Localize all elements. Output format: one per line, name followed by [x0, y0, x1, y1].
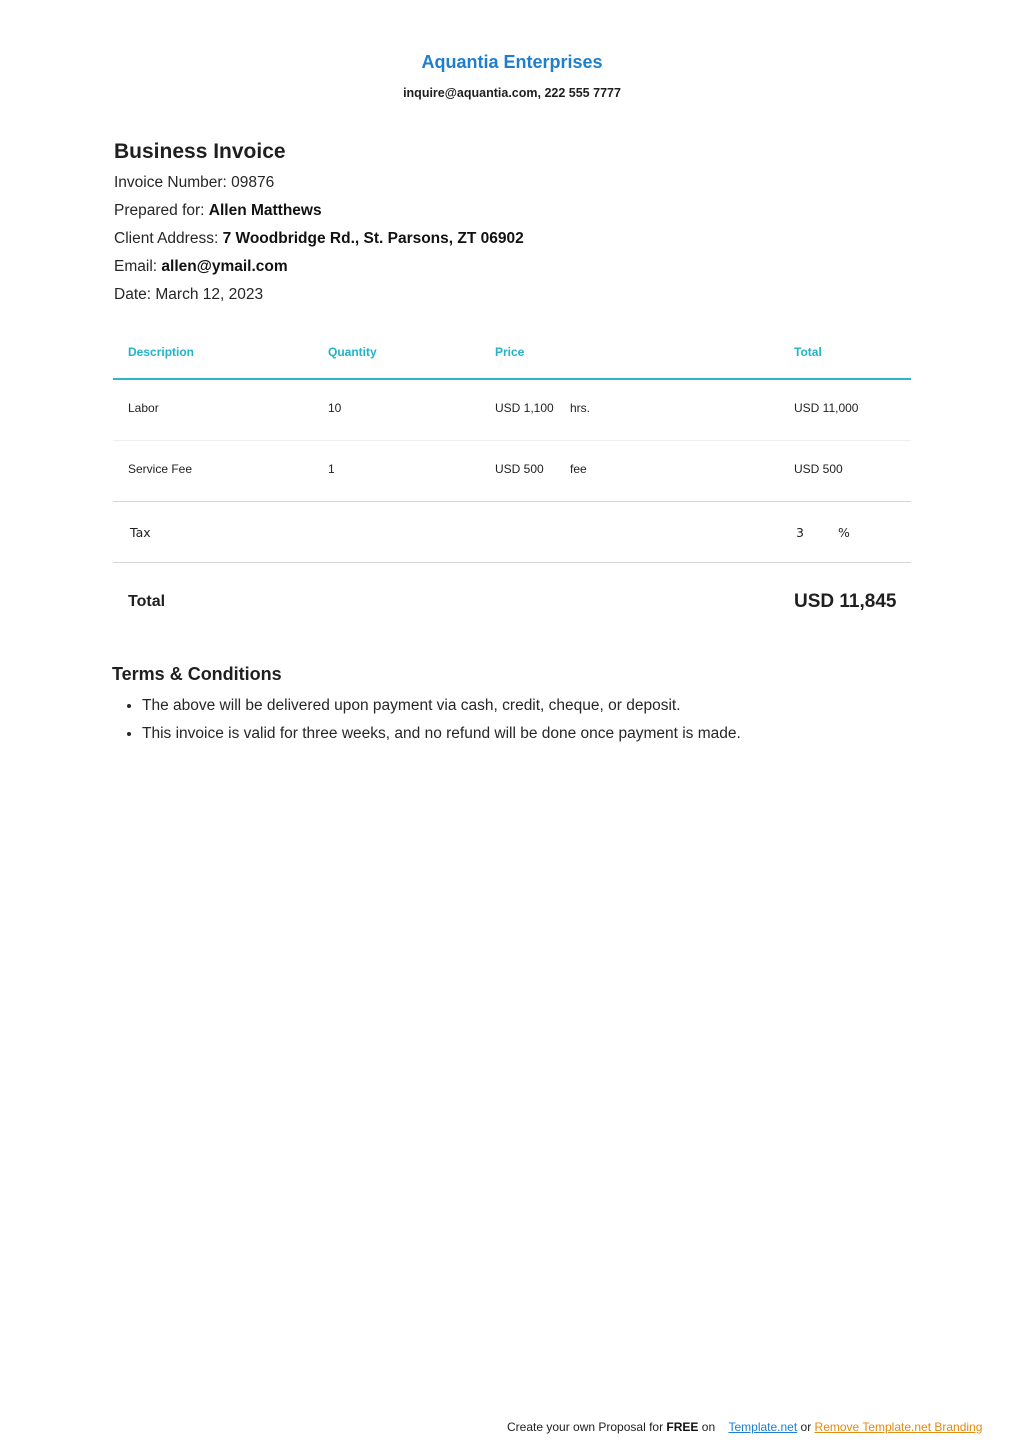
total-row: [113, 563, 911, 643]
row-price: USD 500: [495, 462, 544, 476]
tax-unit: %: [838, 525, 850, 540]
prepared-for-label: Prepared for:: [114, 202, 205, 219]
terms-item: • This invoice is valid for three weeks, and no refund will be done once payment is made.: [142, 720, 741, 748]
table-header: [113, 330, 911, 380]
row-total: USD 11,000: [794, 401, 859, 415]
terms-list: [112, 692, 741, 748]
prepared-for-name: Allen Matthews: [208, 202, 322, 219]
total-value: USD 11,845: [794, 591, 897, 612]
footer-text: Create your own Proposal for: [507, 1420, 667, 1434]
row-unit: hrs.: [570, 401, 591, 415]
row-quantity: 1: [328, 462, 335, 476]
client-address-label: Client Address:: [114, 230, 219, 247]
invoice-number-line: [114, 174, 274, 192]
header-description: Description: [128, 345, 195, 359]
date-line: [114, 286, 263, 304]
invoice-number-label: Invoice Number:: [114, 174, 227, 191]
footer-free: FREE: [666, 1420, 699, 1434]
table-row: [113, 441, 911, 502]
tax-label: Tax: [130, 525, 151, 540]
terms-item: • The above will be delivered upon payment via cash, credit, cheque, or deposit.: [142, 692, 741, 720]
email-label: Email:: [114, 258, 158, 275]
template-net-link[interactable]: Template.net: [728, 1420, 798, 1434]
date-label: Date:: [114, 286, 152, 303]
row-unit: fee: [570, 462, 587, 476]
prepared-for-line: [114, 202, 322, 220]
remove-branding-link[interactable]: Remove Template.net Branding: [814, 1420, 983, 1434]
footer-or: or: [797, 1420, 815, 1434]
total-label: Total: [128, 593, 166, 610]
email-line: [114, 258, 288, 276]
row-quantity: 10: [328, 401, 342, 415]
client-address-line: [114, 230, 524, 248]
company-contact: inquire@aquantia.com, 222 555 7777: [403, 86, 621, 100]
row-description: Service Fee: [128, 462, 193, 476]
row-price: USD 1,100: [495, 401, 554, 415]
invoice-title: Business Invoice: [114, 140, 286, 163]
client-email: allen@ymail.com: [161, 258, 288, 275]
invoice-date: March 12, 2023: [155, 286, 264, 303]
terms-title: Terms & Conditions: [112, 664, 282, 684]
row-description: Labor: [128, 401, 159, 415]
header-quantity: Quantity: [328, 345, 377, 359]
client-address: 7 Woodbridge Rd., St. Parsons, ZT 06902: [222, 230, 524, 247]
footer-on: on: [698, 1420, 716, 1434]
invoice-table: [113, 330, 911, 643]
tax-value: 3: [796, 525, 804, 540]
company-name: Aquantia Enterprises: [421, 52, 603, 72]
invoice-number: 09876: [231, 174, 275, 191]
header-price: Price: [495, 345, 525, 359]
footer-branding: [507, 1420, 982, 1434]
header-total: Total: [794, 345, 822, 359]
row-total: USD 500: [794, 462, 843, 476]
table-row: [113, 380, 911, 441]
tax-row: [113, 502, 911, 563]
